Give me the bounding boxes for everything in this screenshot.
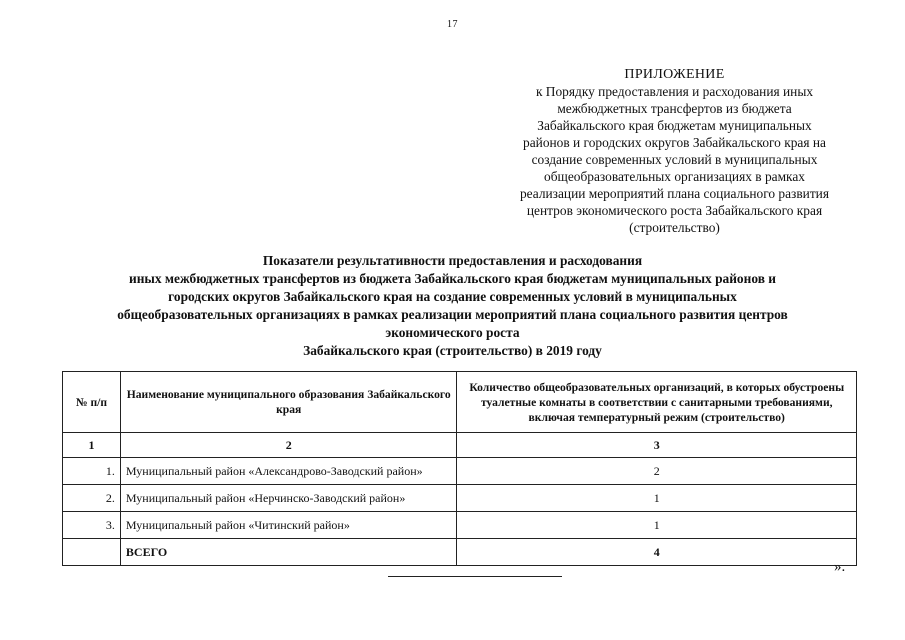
total-label-cell: ВСЕГО (120, 539, 457, 566)
heading-line: общеобразовательных организациях в рамках реализации мероприятий плана социального развития центров (117, 307, 788, 322)
heading-line: экономического роста (385, 325, 520, 340)
appendix-line: межбюджетных трансфертов из бюджета (557, 101, 792, 116)
table-header-row (63, 372, 857, 433)
total-value-cell: 4 (457, 539, 857, 566)
table-row (63, 512, 857, 539)
heading-line: Забайкальского края (строительство) в 2019 году (303, 343, 602, 358)
row-number-cell: 2. (63, 485, 121, 512)
column-numbers-row (63, 433, 857, 458)
row-name-cell: Муниципальный район «Читинский район» (120, 512, 457, 539)
appendix-line: общеобразовательных организациях в рамках (544, 169, 805, 184)
appendix-title: ПРИЛОЖЕНИЕ (624, 67, 725, 82)
heading-line: городских округов Забайкальского края на создание современных условий в муниципальных (168, 289, 737, 304)
appendix-line: Забайкальского края бюджетам муниципальных (537, 118, 812, 133)
header-cell-count: Количество общеобразовательных организаций, в которых обустроены туалетные комнаты в соответствии с санитарными требованиями, включая температурный режим (строительство) (457, 372, 857, 433)
header-cell-number: № п/п (63, 372, 121, 433)
row-value-cell: 1 (457, 512, 857, 539)
total-row (63, 539, 857, 566)
indicators-table (62, 371, 857, 566)
appendix-line: районов и городских округов Забайкальского края на (523, 135, 826, 150)
closing-quote-mark: ». (834, 559, 846, 575)
row-value-cell: 2 (457, 458, 857, 485)
table-row (63, 458, 857, 485)
row-number-cell: 1. (63, 458, 121, 485)
row-name-cell: Муниципальный район «Александрово-Заводский район» (120, 458, 457, 485)
heading-line: Показатели результативности предоставления и расходования (262, 253, 643, 268)
appendix-line: создание современных условий в муниципальных (531, 152, 818, 167)
appendix-line: реализации мероприятий плана социального развития (519, 186, 830, 201)
column-number-cell: 2 (120, 433, 457, 458)
page-number: 17 (447, 19, 458, 30)
header-cell-municipality: Наименование муниципального образования Забайкальского края (120, 372, 457, 433)
table-row (63, 485, 857, 512)
column-number-cell: 3 (457, 433, 857, 458)
document-heading (55, 252, 850, 360)
footer-divider (388, 576, 562, 577)
appendix-line: (строительство) (629, 220, 720, 235)
row-number-cell: 3. (63, 512, 121, 539)
column-number-cell: 1 (63, 433, 121, 458)
total-number-cell (63, 539, 121, 566)
appendix-block (493, 66, 856, 236)
appendix-line: центров экономического роста Забайкальского края (526, 203, 823, 218)
row-name-cell: Муниципальный район «Нерчинско-Заводский район» (120, 485, 457, 512)
row-value-cell: 1 (457, 485, 857, 512)
heading-line: иных межбюджетных трансфертов из бюджета Забайкальского края бюджетам муниципальных районов и (128, 271, 777, 286)
appendix-line: к Порядку предоставления и расходования иных (535, 84, 814, 99)
